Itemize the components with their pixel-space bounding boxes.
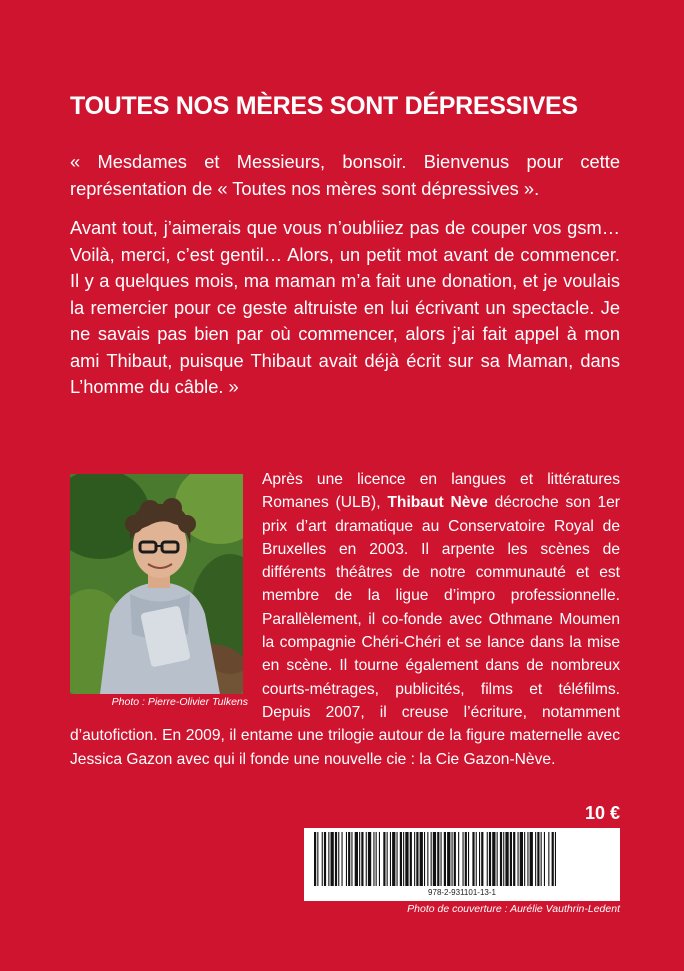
barcode-bar (463, 832, 464, 886)
barcode-bar (524, 832, 525, 886)
barcode-bar (492, 832, 495, 886)
barcode-bar (403, 832, 404, 886)
barcode-bar (376, 832, 377, 886)
barcode (304, 828, 620, 901)
quote-paragraph-2: Avant tout, j’aimerais que vous n’oubliiez pas de couper vos gsm… Voilà, merci, c’est gentil… Alors, un petit mot avant de commencer. Il y a quelques mois, ma maman m’a fait une donation, et je voulais la remercier pour ce geste altruiste en lui écrivant un spectacle. Je ne savais pas bien par où commencer, alors j’ai fait appel à mon ami Thibaut, puisque Thibaut avait déjà écrit sur sa Maman, dans L’homme du câble. » (70, 217, 620, 397)
barcode-bar (410, 832, 412, 886)
barcode-bar (500, 832, 502, 886)
barcode-bar (400, 832, 402, 886)
barcode-bar (361, 832, 363, 886)
barcode-bar (465, 832, 467, 886)
barcode-bar (487, 832, 488, 886)
barcode-bar (530, 832, 533, 886)
barcode-bar (441, 832, 442, 886)
barcode-bar (328, 832, 329, 886)
barcode-bar (433, 832, 436, 886)
barcode-bar (420, 832, 423, 886)
barcode-bar (444, 832, 446, 886)
bio-intro: Après une licence en langues et littératures Romanes (ULB), (262, 471, 620, 512)
barcode-bar (405, 832, 408, 886)
book-title: TOUTES NOS MÈRES SONT DÉPRESSIVES (70, 92, 578, 120)
barcode-bar (355, 832, 358, 886)
barcode-bar (527, 832, 528, 886)
barcode-bar (513, 832, 515, 886)
barcode-bar (359, 832, 360, 886)
barcode-bar (427, 832, 428, 886)
cover-photo-credit: Photo de couverture : Aurélie Vauthrin-Ledent (407, 903, 620, 915)
barcode-bar (424, 832, 425, 886)
barcode-bar (397, 832, 398, 886)
photo-credit: Photo : Pierre-Olivier Tulkens (111, 696, 248, 708)
barcode-bar (392, 832, 395, 886)
barcode-bar (489, 832, 491, 886)
barcode-bar (458, 832, 459, 886)
barcode-bar (317, 832, 318, 886)
barcode-bar (387, 832, 388, 886)
barcode-bar (454, 832, 456, 886)
quote-paragraph-1: « Mesdames et Messieurs, bonsoir. Bienvenus pour cette représentation de « Toutes nos mères sont dépressives ». (70, 151, 620, 199)
barcode-bar (552, 832, 554, 886)
barcode-bar (479, 832, 480, 886)
barcode-bar (503, 832, 504, 886)
barcode-bar (520, 832, 523, 886)
barcode-bar (366, 832, 367, 886)
bio-text: décroche son 1er prix d’art dramatique au Conservatoire Royal de Bruxelles en 2003. Il arpente les scènes de différents théâtres de notre communauté et est membre de la ligue d’impro professionnelle. Parallèlement, il co-fonde avec Othmane Moumen la compagnie Chéri-Chéri et se lance dans la mise en scène. Il tourne également dans de nombreux courts-métrages, publicités, films et téléfilms. Depuis 2007, il creuse l’écriture, notamment d’autofiction. En 2009, il entame une trilogie autour de la figure maternelle avec Jessica Gazon avec qui il fonde une nouvelle cie : la Cie Gazon-Nève. (70, 494, 620, 768)
barcode-bar (447, 832, 450, 886)
barcode-bar (324, 832, 326, 886)
author-bio (70, 468, 620, 771)
isbn-number: 978-2-931101-13-1 (428, 888, 496, 897)
barcode-bar (390, 832, 391, 886)
barcode-bar (518, 832, 519, 886)
barcode-bar (476, 832, 477, 886)
barcode-bar (537, 832, 539, 886)
barcode-bar (510, 832, 512, 886)
barcode-bar (452, 832, 453, 886)
barcode-bar (541, 832, 542, 886)
barcode-bar (373, 832, 374, 886)
barcode-bar (335, 832, 337, 886)
barcode-bar (368, 832, 371, 886)
barcode-bar (338, 832, 339, 886)
barcode-bar (505, 832, 508, 886)
barcode-bar (535, 832, 536, 886)
barcode-bar (342, 832, 343, 886)
author-name: Thibaut Nève (387, 494, 488, 512)
barcode-bar (379, 832, 380, 886)
barcode-bar (431, 832, 432, 886)
barcode-bar (544, 832, 545, 886)
barcode-bar (346, 832, 347, 886)
barcode-bar (416, 832, 418, 886)
price: 10 € (584, 803, 620, 823)
barcode-bar (348, 832, 350, 886)
barcode-bar (351, 832, 352, 886)
barcode-bar (322, 832, 323, 886)
barcode-bar (437, 832, 439, 886)
barcode-bar (481, 832, 483, 886)
barcode-bar (548, 832, 549, 886)
barcode-bar (555, 832, 556, 886)
barcode-bar (472, 832, 474, 886)
barcode-bar (314, 832, 316, 886)
barcode-bar (468, 832, 469, 886)
barcode-bar (497, 832, 498, 886)
barcode-bar (414, 832, 415, 886)
barcode-bar (383, 832, 385, 886)
barcode-bar (331, 832, 334, 886)
